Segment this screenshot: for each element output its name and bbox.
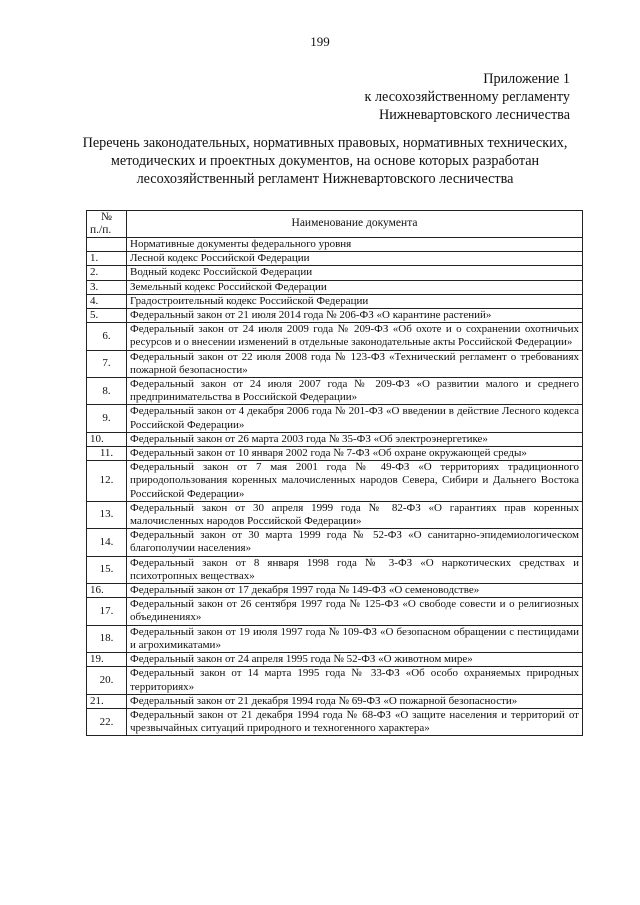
row-document-name: Федеральный закон от 24 июля 2007 года № 209-ФЗ «О развитии малого и среднего предпринимательства в Российской Федерации» (127, 378, 583, 405)
table-row (87, 252, 583, 266)
appendix-caption (365, 70, 570, 124)
row-document-name: Федеральный закон от 21 июля 2014 года № 206-ФЗ «О карантине растений» (127, 309, 583, 323)
row-number: 6. (87, 323, 127, 350)
row-number: 17. (87, 598, 127, 625)
documents-table (86, 210, 583, 736)
table-row (87, 266, 583, 280)
row-document-name: Федеральный закон от 10 января 2002 года № 7-ФЗ «Об охране окружающей среды» (127, 447, 583, 461)
row-number: 22. (87, 708, 127, 735)
header-document-name: Наименование документа (127, 211, 583, 238)
row-document-name: Федеральный закон от 4 декабря 2006 года № 201-ФЗ «О введении в действие Лесного кодекса Российской Федерации» (127, 405, 583, 432)
row-document-name: Федеральный закон от 21 декабря 1994 года № 69-ФЗ «О пожарной безопасности» (127, 694, 583, 708)
table-row (87, 708, 583, 735)
table-row (87, 653, 583, 667)
table-row (87, 405, 583, 432)
table-row (87, 280, 583, 294)
row-document-name: Федеральный закон от 24 апреля 1995 года № 52-ФЗ «О животном мире» (127, 653, 583, 667)
row-document-name: Федеральный закон от 30 марта 1999 года № 52-ФЗ «О санитарно-эпидемиологическом благополучии населения» (127, 529, 583, 556)
row-number: 16. (87, 584, 127, 598)
row-document-name: Федеральный закон от 26 марта 2003 года № 35-ФЗ «Об электроэнергетике» (127, 432, 583, 446)
row-document-name: Федеральный закон от 19 июля 1997 года № 109-ФЗ «О безопасном обращении с пестицидами и агрохимикатами» (127, 625, 583, 652)
section-number-cell (87, 238, 127, 252)
row-document-name: Федеральный закон от 17 декабря 1997 года № 149-ФЗ «О семеноводстве» (127, 584, 583, 598)
section-row (87, 238, 583, 252)
table-row (87, 461, 583, 502)
table-row (87, 598, 583, 625)
table-row (87, 294, 583, 308)
row-document-name: Федеральный закон от 7 мая 2001 года № 49-ФЗ «О территориях традиционного природопользования коренных малочисленных народов Севера, Сибири и Дальнего Востока Российской Федерации» (127, 461, 583, 502)
row-number: 19. (87, 653, 127, 667)
appendix-line-3: Нижневартовского лесничества (379, 107, 570, 123)
row-number: 2. (87, 266, 127, 280)
row-number: 18. (87, 625, 127, 652)
row-document-name: Федеральный закон от 14 марта 1995 года № 33-ФЗ «Об особо охраняемых природных территориях» (127, 667, 583, 694)
appendix-line-1: Приложение 1 (483, 71, 570, 87)
row-document-name: Федеральный закон от 24 июля 2009 года № 209-ФЗ «Об охоте и о сохранении охотничьих ресурсов и о внесении изменений в отдельные законодательные акты Российской Федерации» (127, 323, 583, 350)
table-row (87, 447, 583, 461)
row-number: 12. (87, 461, 127, 502)
table-row (87, 323, 583, 350)
row-number: 8. (87, 378, 127, 405)
header-number (87, 211, 127, 238)
row-document-name: Федеральный закон от 8 января 1998 года № 3-ФЗ «О наркотических средствах и психотропных веществах» (127, 556, 583, 583)
row-document-name: Водный кодекс Российской Федерации (127, 266, 583, 280)
table-row (87, 309, 583, 323)
row-number: 10. (87, 432, 127, 446)
table-row (87, 667, 583, 694)
table-row (87, 350, 583, 377)
row-number: 15. (87, 556, 127, 583)
row-number: 20. (87, 667, 127, 694)
appendix-line-2: к лесохозяйственному регламенту (364, 89, 570, 105)
row-number: 21. (87, 694, 127, 708)
table-row (87, 556, 583, 583)
row-number: 11. (87, 447, 127, 461)
table-row (87, 694, 583, 708)
table-row (87, 378, 583, 405)
table-row (87, 501, 583, 528)
section-title: Нормативные документы федерального уровня (127, 238, 583, 252)
document-title: Перечень законодательных, нормативных правовых, нормативных технических, методических и проектных документов, на основе которых разработан лесохозяйственный регламент Нижневартовского лесничества (82, 135, 568, 187)
header-number-abbrev: п./п. (90, 224, 112, 236)
row-document-name: Федеральный закон от 30 апреля 1999 года № 82-ФЗ «О гарантиях прав коренных малочисленных народов Российской Федерации» (127, 501, 583, 528)
row-document-name: Федеральный закон от 21 декабря 1994 года № 68-ФЗ «О защите населения и территорий от чрезвычайных ситуаций природного и техногенного характера» (127, 708, 583, 735)
row-number: 9. (87, 405, 127, 432)
row-document-name: Федеральный закон от 22 июля 2008 года № 123-ФЗ «Технический регламент о требованиях пожарной безопасности» (127, 350, 583, 377)
row-number: 3. (87, 280, 127, 294)
header-number-symbol: № (101, 211, 112, 223)
table-header-row (87, 211, 583, 238)
row-document-name: Земельный кодекс Российской Федерации (127, 280, 583, 294)
row-document-name: Лесной кодекс Российской Федерации (127, 252, 583, 266)
row-number: 13. (87, 501, 127, 528)
row-number: 4. (87, 294, 127, 308)
row-number: 1. (87, 252, 127, 266)
page-number: 199 (310, 34, 330, 49)
row-document-name: Федеральный закон от 26 сентября 1997 года № 125-ФЗ «О свободе совести и о религиозных объединениях» (127, 598, 583, 625)
table-row (87, 625, 583, 652)
row-number: 5. (87, 309, 127, 323)
table-row (87, 432, 583, 446)
table-row (87, 529, 583, 556)
row-document-name: Градостроительный кодекс Российской Федерации (127, 294, 583, 308)
row-number: 14. (87, 529, 127, 556)
row-number: 7. (87, 350, 127, 377)
table-row (87, 584, 583, 598)
